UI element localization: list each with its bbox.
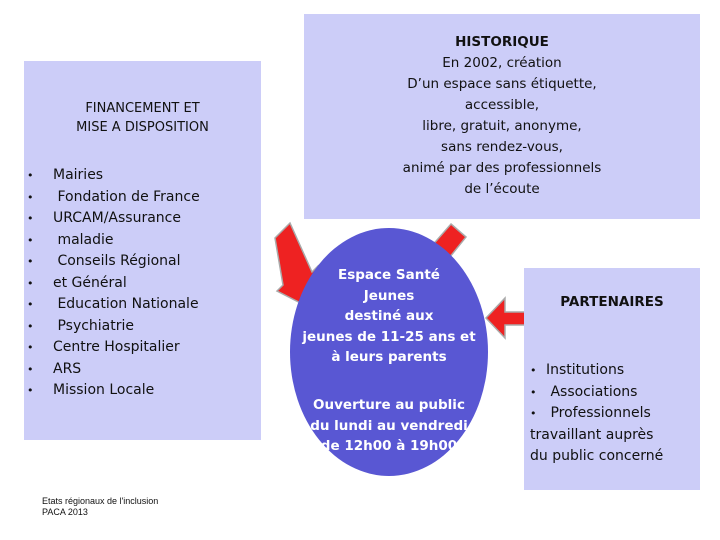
list-item: • Education Nationale [27, 294, 200, 316]
list-item: • Mission Locale [27, 380, 200, 402]
list-item-continuation: travaillant auprès [530, 426, 654, 443]
center-line: Jeunes [363, 287, 415, 304]
historique-line: de l’écoute [464, 181, 540, 197]
center-line: Ouverture au public [313, 397, 465, 413]
historique-title: HISTORIQUE [455, 34, 549, 50]
historique-line: D’un espace sans étiquette, [407, 76, 597, 92]
historique-line: animé par des professionnels [402, 160, 602, 176]
arrow-right-to-center [486, 298, 526, 338]
center-line: destiné aux [344, 308, 434, 324]
center-line: de 12h00 à 19h00 [320, 438, 458, 454]
center-line: à leurs parents [331, 349, 447, 365]
list-item: • Psychiatrie [27, 316, 200, 338]
center-line: jeunes de 11-25 ans et [302, 328, 476, 345]
footnote-line: Etats régionaux de l'inclusion [42, 496, 159, 506]
historique-line: En 2002, création [442, 55, 562, 71]
center-hours [290, 395, 488, 457]
center-line: Espace Santé [338, 267, 440, 283]
list-item: • Professionnels [530, 403, 663, 425]
partenaires-box [524, 268, 700, 490]
historique-line: libre, gratuit, anonyme, [422, 118, 582, 134]
historique-line: accessible, [464, 97, 540, 113]
list-item: • Associations [530, 382, 663, 404]
center-description [290, 265, 488, 368]
list-item: • Centre Hospitalier [27, 337, 200, 359]
footnote-line: PACA 2013 [42, 507, 88, 517]
partenaires-title: PARTENAIRES [560, 294, 664, 310]
list-item: • Institutions [530, 360, 663, 382]
historique-line: sans rendez-vous, [441, 139, 563, 155]
list-item: • URCAM/Assurance [27, 208, 200, 230]
center-line: du lundi au vendredi [310, 417, 468, 434]
footnote [42, 496, 158, 518]
financement-title: FINANCEMENT ET MISE A DISPOSITION [76, 101, 209, 135]
list-item: • maladie [27, 230, 200, 252]
list-item-continuation: du public concerné [530, 448, 664, 464]
list-item: • et Général [27, 273, 200, 295]
list-item: • Mairies [27, 165, 200, 187]
list-item: • ARS [27, 359, 200, 381]
center-circle [290, 228, 488, 476]
list-item: • Conseils Régional [27, 251, 200, 273]
partenaires-list [530, 360, 663, 468]
list-item: • Fondation de France [27, 187, 200, 209]
